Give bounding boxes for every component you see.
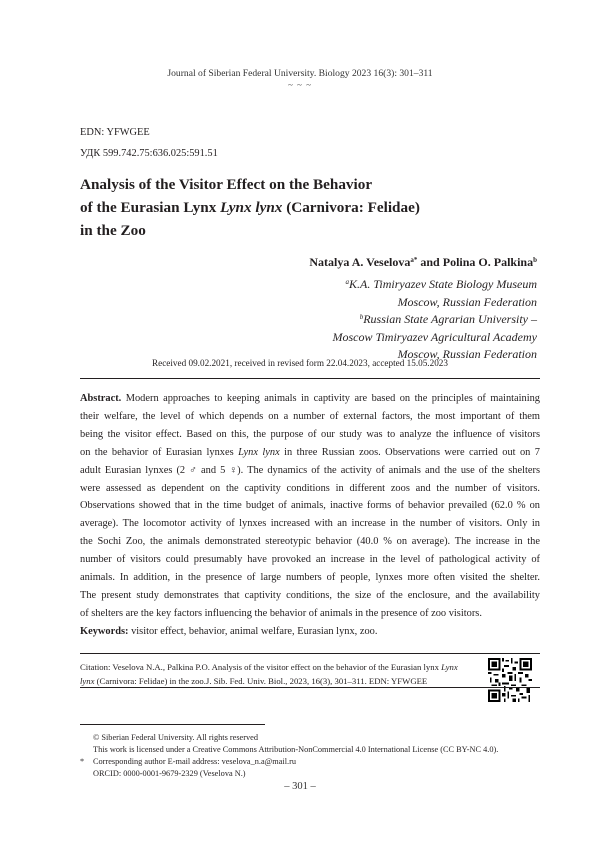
license-note: This work is licensed under a Creative Commons Attribution-NonCommercial 4.0 International License (CC BY-NC 4.0). — [93, 745, 499, 754]
page-number: – 301 – — [284, 781, 316, 792]
abstract-top-rule — [80, 378, 540, 379]
keywords: Keywords: visitor effect, behavior, animal welfare, Eurasian lynx, zoo. — [80, 626, 378, 637]
authors: Natalya A. Veselova$^{a*}$ and Polina O. Palkina$^b$ — [309, 255, 537, 269]
abstract-label: Abstract. — [80, 393, 122, 404]
orcid: ORCID: 0000-0001-9679-2329 (Veselova N.) — [93, 769, 246, 778]
udk-code: УДК 599.742.75:636.025:591.51 — [80, 148, 218, 159]
received-dates: Received 09.02.2021, received in revised form 22.04.2023, accepted 15.05.2023 — [152, 358, 448, 368]
keywords-label: Keywords: — [80, 626, 129, 637]
citation-bottom-rule — [80, 687, 540, 688]
citation-top-rule — [80, 653, 540, 654]
corresponding-author: Corresponding author E-mail address: veselova_n.a@mail.ru — [93, 757, 297, 766]
qr-code-icon — [488, 658, 532, 702]
affiliation-b: $^b$Russian State Agrarian University – Moscow Timiryazev Agricultural Academy Moscow, Russian Federation — [332, 312, 537, 362]
footnote-rule — [80, 724, 265, 725]
footnote-star: * — [80, 757, 85, 766]
journal-header: Journal of Siberian Federal University. Biology 2023 16(3): 301–311 — [167, 68, 433, 79]
title-line-1: Analysis of the Visitor Effect on the Behavior — [80, 176, 373, 193]
author-2: Polina O. Palkina — [442, 255, 534, 269]
title-line-3: in the Zoo — [80, 222, 146, 239]
article-title — [80, 173, 540, 242]
abstract: Abstract. Modern approaches to keeping animals in captivity are based on the principles of maintaining their welfare, the level of which depends on a number of external factors, the most important of them being the visitor effect. Based on this, the purpose of our study was to analyze the influence of visitors on the behavior of Eurasian lynxes Lynx lynx in three Russian zoos. Observations were carried out on 7 adult Eurasian lynxes (2 ♂ and 5 ♀). The dynamics of the activity of animals and the use of the shelters were assessed as dependent on the captivity conditions in different zoos and the number of visitors. Observations showed that in the time budget of animals, inactive forms of behavior prevailed (62.0 % on average). The locomotor activity of lynxes increased with an increase in the number of visitors. Only in the Sochi Zoo, the animals demonstrated stereotypic behavior (40.0 % on average). The increase in the number of visitors could presumably have provoked an increase in the level of pathological activity of animals. In addition, in the presence of large numbers of people, lynxes more often visited the shelter. The present study demonstrates that captivity conditions, the size of the enclosure, and the availability of shelters are the key factors influencing the behavior of animals in the presence of zoo visitors. — [80, 393, 540, 619]
header-ornament: ~ ~ ~ — [287, 80, 313, 90]
affiliation-a: $^a$K.A. Timiryazev State Biology Museum Moscow, Russian Federation — [345, 277, 537, 309]
copyright-note: © Siberian Federal University. All rights reserved — [93, 733, 258, 742]
edn-code: EDN: YFWGEE — [80, 127, 150, 138]
title-line-2: of the Eurasian Lynx Lynx lynx (Carnivora: Felidae) — [80, 199, 420, 216]
citation: Citation: Veselova N.A., Palkina P.O. Analysis of the visitor effect on the behavior of the Eurasian lynx Lynx lynx (Carnivora: Felidae) in the zoo.J. Sib. Fed. Univ. Biol., 2023, 16(3), 301–311. EDN: YFWGEE — [80, 662, 458, 686]
author-1: Natalya A. Veselova — [309, 255, 411, 269]
